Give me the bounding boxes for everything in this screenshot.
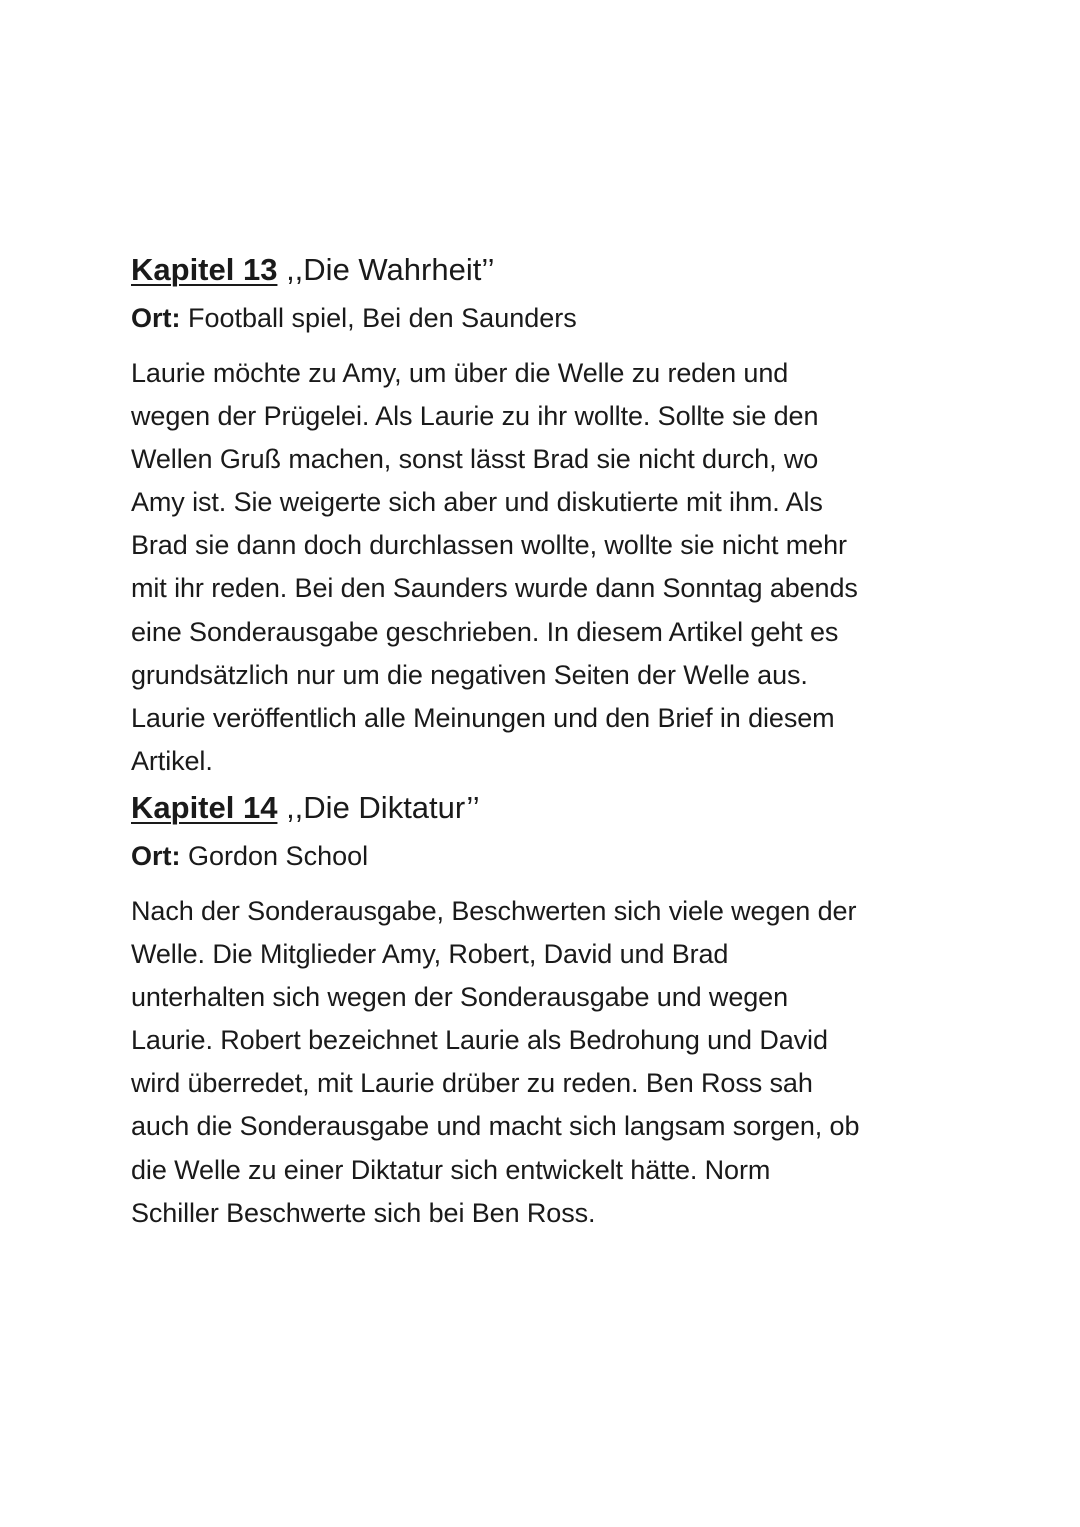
text-line: auch die Sonderausgabe und macht sich langsam sorgen, ob	[131, 1111, 860, 1142]
chapter-14-location-label: Ort:	[131, 840, 181, 871]
text-line: Amy ist. Sie weigerte sich aber und diskutierte mit ihm. Als	[131, 487, 823, 518]
text-line: unterhalten sich wegen der Sonderausgabe und wegen	[131, 982, 788, 1013]
text-line: Laurie veröffentlich alle Meinungen und den Brief in diesem	[131, 702, 835, 733]
chapter-13-location-value: Football spiel, Bei den Saunders	[180, 303, 577, 333]
text-line: Schiller Beschwerte sich bei Ben Ross.	[131, 1197, 596, 1228]
chapter-14-label: Kapitel 14	[131, 789, 278, 825]
text-line: Laurie möchte zu Amy, um über die Welle zu reden und	[131, 358, 789, 388]
text-line: Nach der Sonderausgabe, Beschwerten sich viele wegen der	[131, 895, 857, 926]
text-line: Welle. Die Mitglieder Amy, Robert, David und Brad	[131, 939, 729, 970]
text-line: die Welle zu einer Diktatur sich entwickelt hätte. Norm	[131, 1154, 771, 1185]
chapter-13-location-label: Ort:	[131, 303, 181, 333]
chapter-13-summary	[131, 352, 951, 783]
chapter-13-label: Kapitel 13	[131, 252, 278, 287]
chapter-14-summary	[131, 890, 951, 1235]
text-line: wird überredet, mit Laurie drüber zu reden. Ben Ross sah	[131, 1068, 813, 1099]
text-line: wegen der Prügelei. Als Laurie zu ihr wollte. Sollte sie den	[131, 401, 819, 432]
text-line: Artikel.	[131, 745, 213, 776]
chapter-13-section	[131, 248, 951, 783]
chapter-13-location	[131, 298, 951, 338]
chapter-14-heading	[131, 786, 951, 830]
document-page	[131, 248, 951, 1235]
chapter-14-location-value: Gordon School	[180, 840, 369, 871]
chapter-14-location	[131, 836, 951, 876]
chapter-13-title: ,,Die Wahrheit’’	[277, 252, 495, 287]
text-line: mit ihr reden. Bei den Saunders wurde dann Sonntag abends	[131, 573, 858, 604]
chapter-13-heading	[131, 248, 951, 292]
text-line: Laurie. Robert bezeichnet Laurie als Bedrohung und David	[131, 1025, 828, 1056]
chapter-14-title: ,,Die Diktatur’’	[277, 789, 480, 825]
text-line: Wellen Gruß machen, sonst lässt Brad sie nicht durch, wo	[131, 444, 819, 475]
text-line: Brad sie dann doch durchlassen wollte, wollte sie nicht mehr	[131, 530, 847, 561]
chapter-14-section	[131, 786, 951, 1235]
text-line: grundsätzlich nur um die negativen Seiten der Welle aus.	[131, 659, 808, 690]
text-line: eine Sonderausgabe geschrieben. In diesem Artikel geht es	[131, 616, 839, 647]
